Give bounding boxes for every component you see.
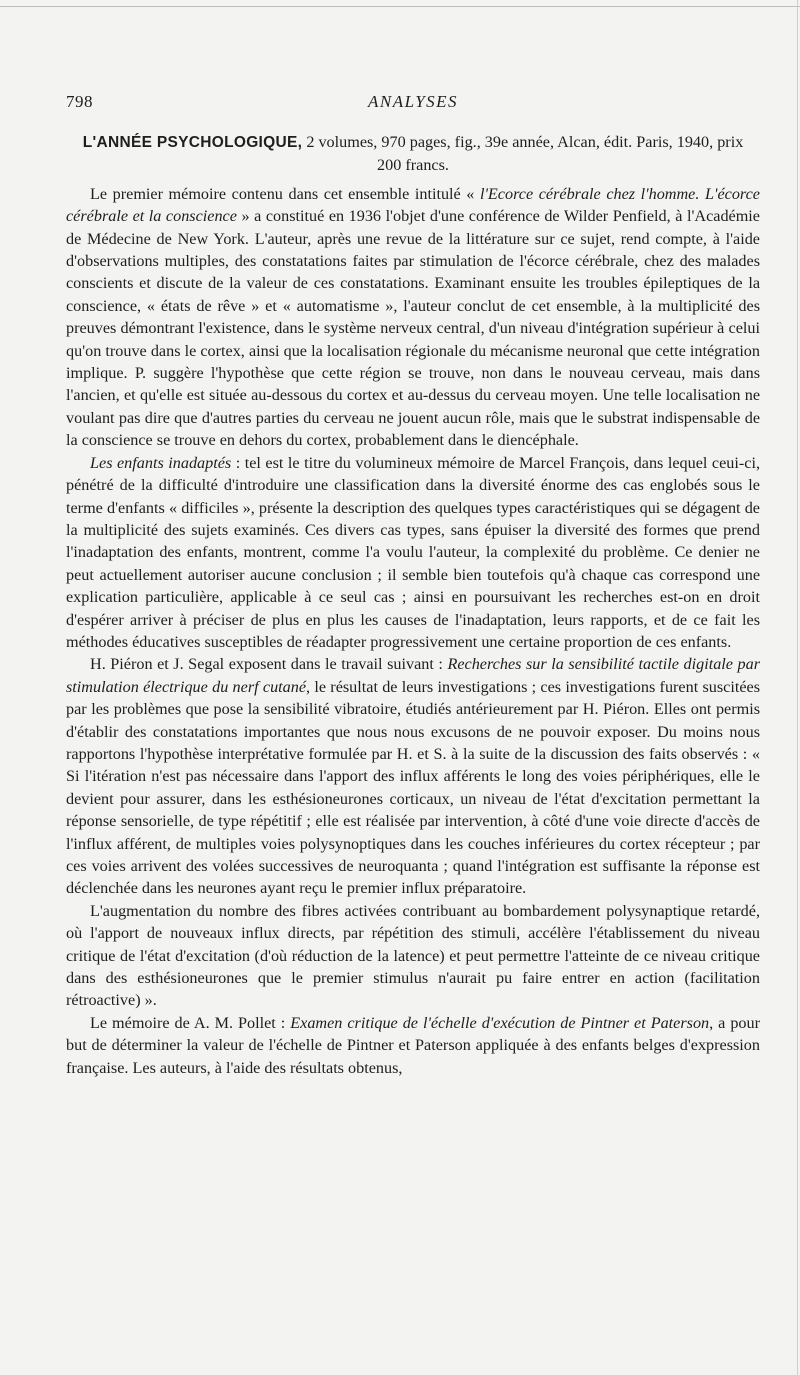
article-body	[66, 131, 760, 1079]
italic-text: Examen critique de l'échelle d'exécution de Pintner et Paterson	[290, 1013, 710, 1032]
paragraphs	[66, 183, 760, 1079]
italic-text: l'Ecorce cérébrale chez l'homme. L'écorce cérébrale et la conscience	[66, 184, 760, 226]
paragraph	[66, 183, 760, 452]
scan-top-rule	[0, 6, 800, 7]
paragraph-text: Le premier mémoire contenu dans cet ensemble intitulé «	[90, 184, 480, 203]
paragraph-text: , a pour but de déterminer la valeur de l'échelle de Pintner et Paterson appliquée à des enfants belges d'expression française. Les auteurs, à l'aide des résultats obtenus,	[66, 1013, 760, 1077]
italic-text: Recherches sur la sensibilité tactile digitale par stimulation électrique du nerf cutané	[66, 655, 760, 696]
paragraph	[66, 452, 760, 654]
running-header	[66, 92, 760, 118]
paragraph-text: Le mémoire de A. M. Pollet :	[90, 1013, 291, 1032]
journal-title: L'ANNÉE PSYCHOLOGIQUE,	[82, 134, 303, 151]
paragraph-text: : tel est le titre du volumineux mémoire de Marcel François, dans lequel ceui-ci, pénétré de la difficulté d'introduire une classification dans la diversité énorme des cas englobés sous le terme d'enfants « difficiles », présente la description des quelques types caractéristiques qui se dégagent de la multiplicité des sujets examinés. Ces divers cas types, sans épuiser la diversité des formes que prend l'inadaptation des enfants, montrent, comme l'a voulu l'auteur, la complexité du problème. Ce denier ne peut actuellement autoriser aucune conclusion ; il semble bien toutefois qu'à chaque cas correspond une explication particulière, applicable à ce seul cas ; ainsi en poursuivant les recherches est-on en droit d'espérer arriver à préciser de plus en plus les causes de l'inadaptation, leurs rapports, et de ce fait les méthodes éducatives susceptibles de réadapter progressivement une certaine proportion de ces enfants.	[66, 453, 760, 651]
paragraph-text: H. Piéron et J. Segal exposent dans le travail suivant :	[90, 655, 448, 674]
review-entry-heading	[66, 131, 760, 177]
paragraph-text: L'augmentation du nombre des fibres activées contribuant au bombardement polysynaptique retardé, où l'apport de nouveaux influx directs, par répétition des stimuli, accélère l'établissement du niveau critique de l'état d'excitation (d'où réduction de la latence) et peut permettre l'atteinte de ce niveau critique dans des esthésioneurones que le premier stimulus n'aurait pu faire entrer en action (facilitation rétroactive) ».	[66, 901, 760, 1010]
paragraph-text: , le résultat de leurs investigations ; ces investigations furent suscitées par les problèmes que pose la sensibilité vibratoire, étudiés antérieurement par H. Piéron. Elles ont permis d'établir des constatations importantes que nous nous excusons de ne pouvoir exposer. Du moins nous rapportons l'hypothèse interprétative formulée par H. et S. à la suite de la discussion des faits observés : « Si l'itération n'est pas nécessaire dans l'apport des influx afférents le long des voies périphériques, elle le devient pour assurer, dans les esthésioneurones corticaux, un niveau de l'état d'excitation permettant la réponse sensorielle, de type répétitif ; elle est réalisée par intervention, à côté d'une voie directe d'accès de l'influx afférent, de multiples voies polysynoptiques dans les couches inférieures du cortex récepteur ; par ces voies arrivent des volées successives de neuroquanta ; quand l'intégration est suffisante la réponse est déclenchée dans les neurones ayant reçu le premier influx préparatoire.	[66, 677, 761, 898]
page-number: 798	[66, 92, 93, 111]
paragraph	[66, 653, 760, 899]
italic-text: Les enfants inadaptés	[90, 453, 232, 472]
running-head-title: ANALYSES	[367, 92, 459, 111]
paragraph-text: » a constitué en 1936 l'objet d'une conférence de Wilder Penfield, à l'Académie de Médecine de New York. L'auteur, après une revue de la littérature sur ce sujet, rend compte, à l'aide d'observations multiples, des constatations faites par stimulation de l'écorce cérébrale, chez des malades conscients et discute de la valeur de ces constatations. Examinant ensuite les troubles épileptiques de la conscience, « états de rêve » et « automatisme », l'auteur conclut de cet ensemble, à la multiplicité des preuves démontrant l'existence, dans le système nerveux central, d'un niveau d'intégration supérieur à celui qu'on trouve dans le cortex, ainsi que la localisation régionale du mécanisme neuronal que cette intégration implique. P. suggère l'hypothèse que cette région se trouve, non dans le nouveau cerveau, mais dans l'ancien, et qu'elle est située au-dessous du cortex et au-dessus du cerveau moyen. Une telle localisation ne voulant pas dire que d'autres parties du cerveau ne jouent aucun rôle, mais que le substrat indispensable de la conscience se trouve en dehors du cortex, probablement dans le diencéphale.	[66, 207, 760, 450]
journal-details: 2 volumes, 970 pages, fig., 39e année, Alcan, édit. Paris, 1940, prix 200 francs.	[302, 133, 744, 175]
paragraph	[66, 1012, 760, 1079]
scan-edge	[797, 0, 798, 1375]
paragraph	[66, 900, 760, 1012]
